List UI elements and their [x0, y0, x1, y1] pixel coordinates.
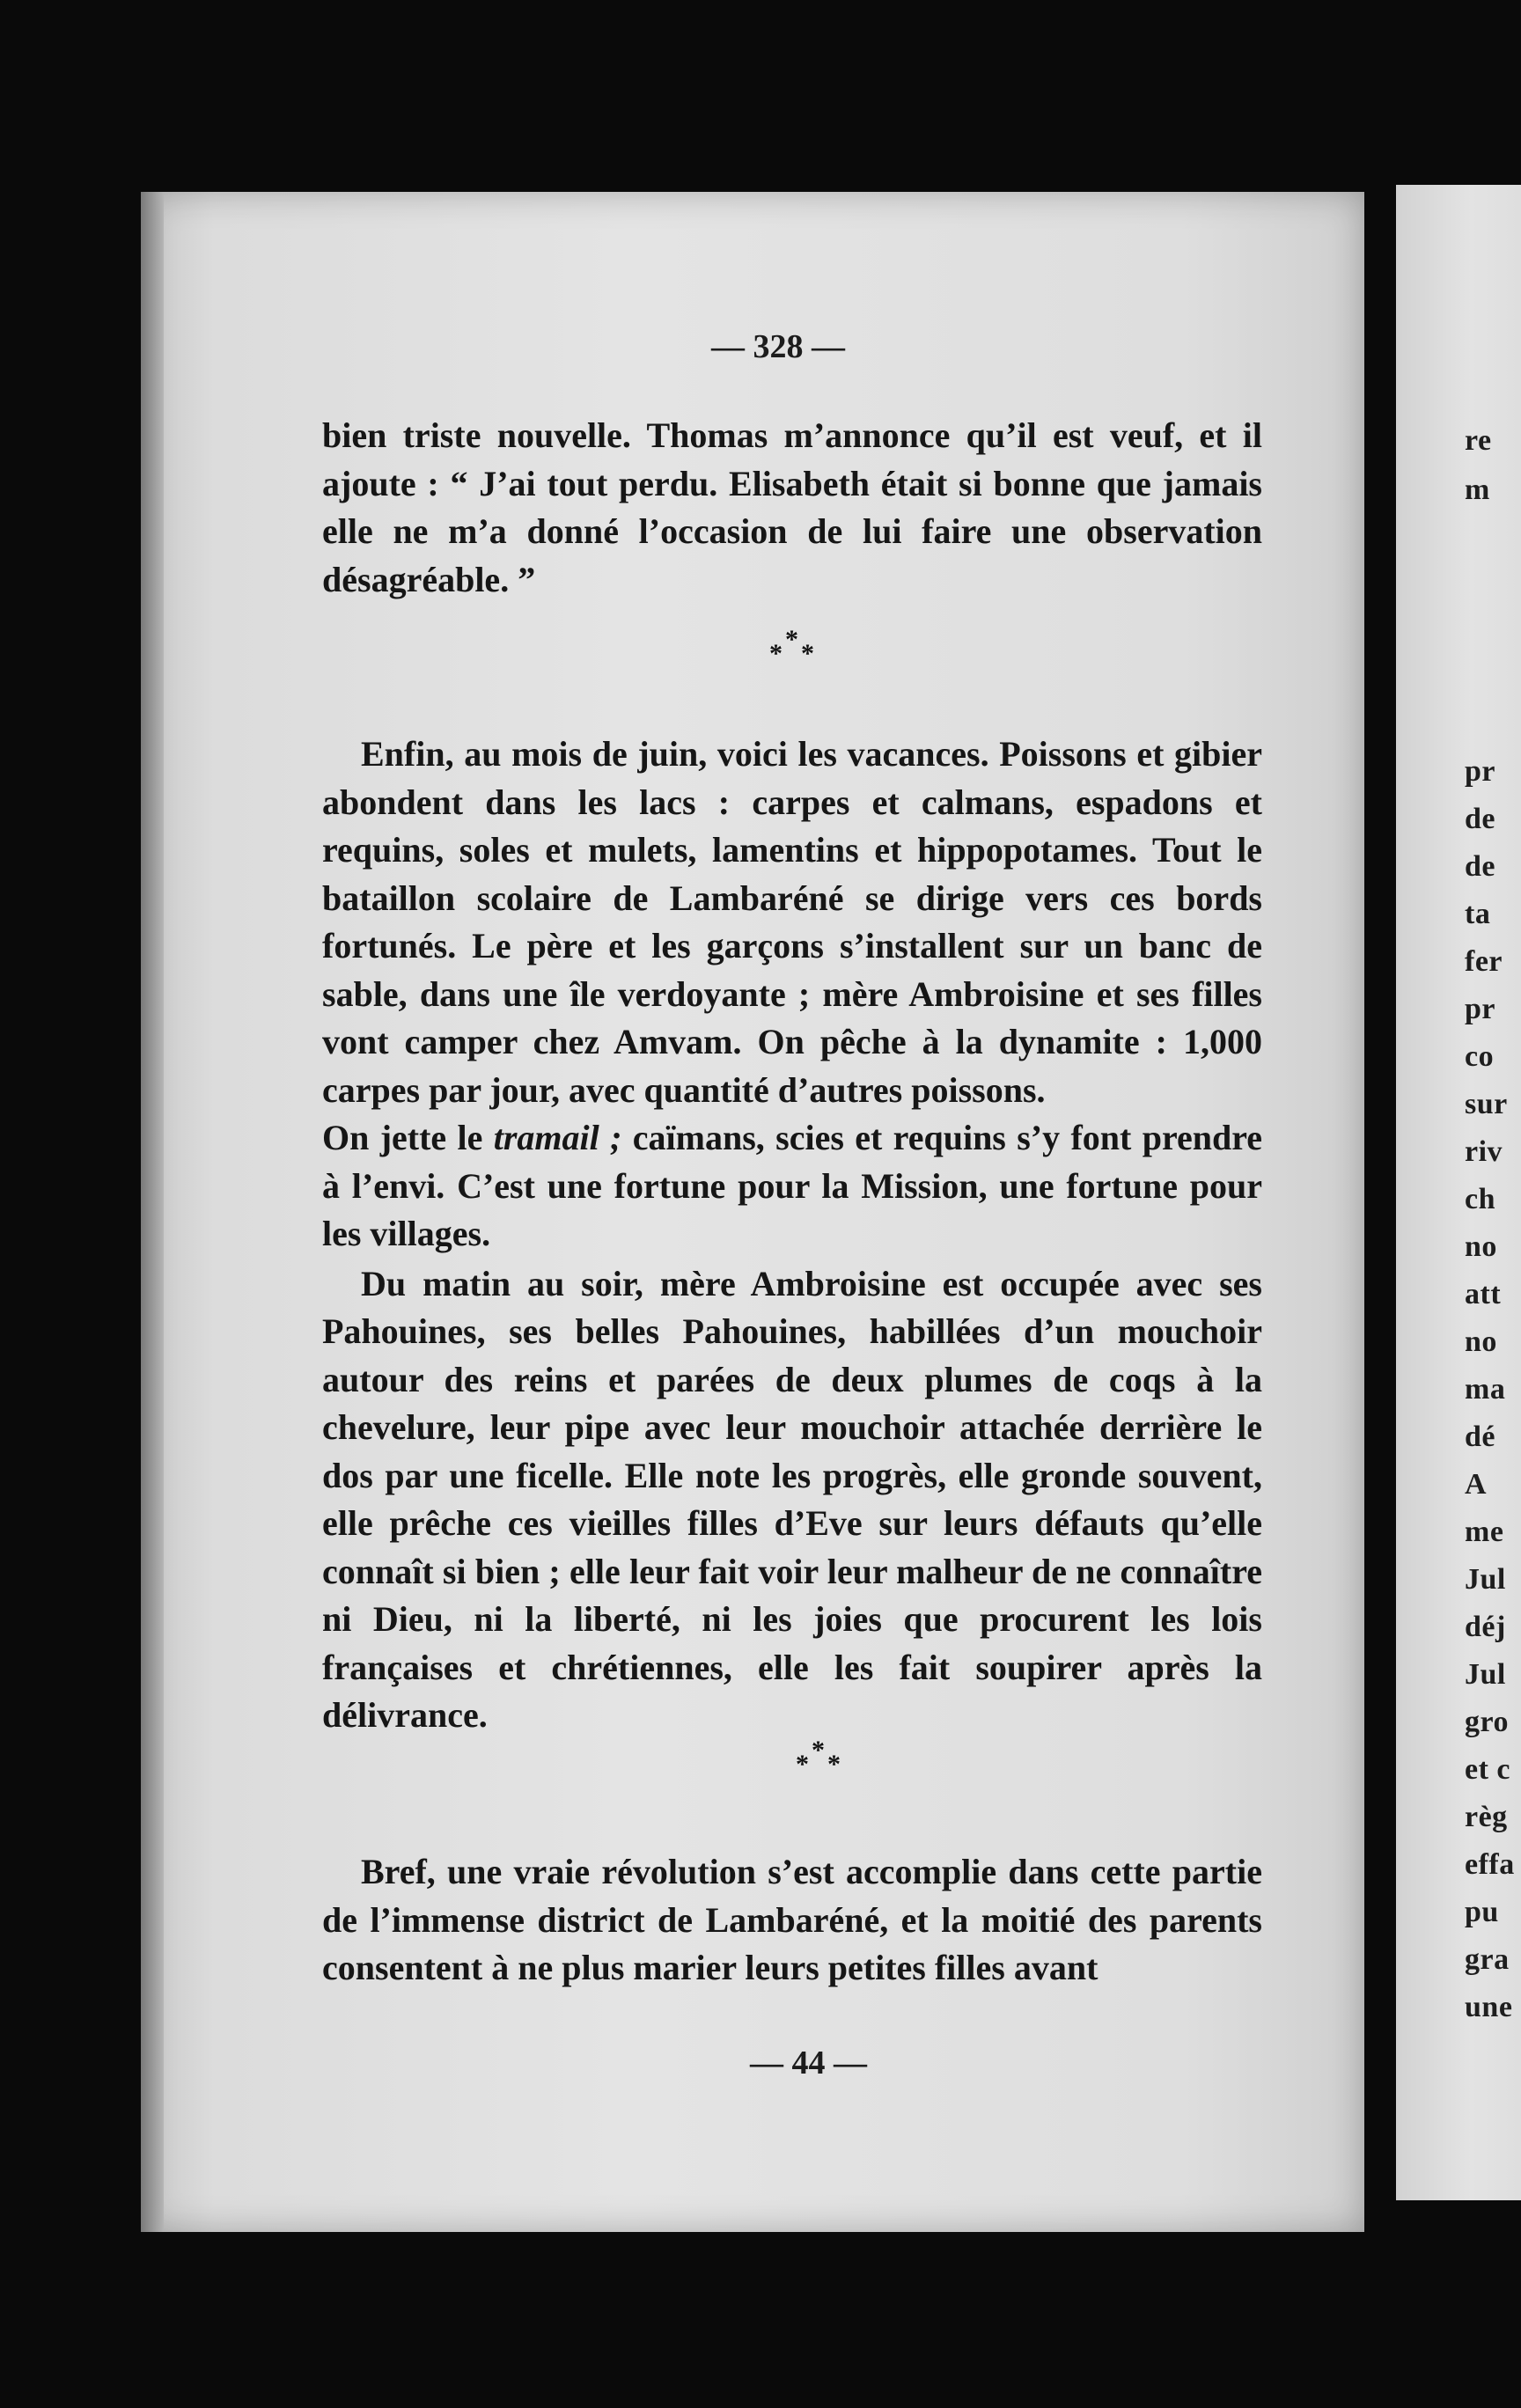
paragraph-continuation: [322, 412, 1262, 604]
adjacent-page-fragment: pu: [1465, 1896, 1499, 1928]
adjacent-page-fragment: une: [1465, 1991, 1513, 2023]
closing-section: [322, 1848, 1262, 1993]
adjacent-page-fragment: et c: [1465, 1753, 1511, 1786]
adjacent-page-fragment: Jul: [1465, 1563, 1506, 1596]
text-run: caïmans, scies et requins s’y font prendre à l’envi. C’est une fortune pour la Mission, une fortune pour les villages.: [322, 1118, 1263, 1253]
adjacent-page-fragment: re: [1465, 424, 1492, 457]
asterism-star: *: [785, 625, 798, 654]
adjacent-page-fragment: no: [1465, 1325, 1497, 1358]
italic-term: tramail ;: [493, 1118, 622, 1157]
adjacent-page-fragment: effa: [1465, 1848, 1515, 1881]
asterism-star: *: [801, 639, 814, 668]
adjacent-page-fragment: att: [1465, 1278, 1502, 1310]
paragraph-text: [322, 1114, 1262, 1259]
adjacent-page-fragment: Jul: [1465, 1658, 1506, 1691]
section-break-asterism: [790, 1736, 861, 1788]
text-run: On jette le: [322, 1118, 494, 1157]
adjacent-page-fragment: dé: [1465, 1421, 1495, 1453]
adjacent-page-fragment: m: [1465, 474, 1490, 506]
asterism-star: *: [769, 639, 783, 668]
adjacent-page-fragment: sur: [1465, 1088, 1508, 1120]
paragraph-text: bien triste nouvelle. Thomas m’annonce qu’il est veuf, et il ajoute : “ J’ai tout perdu. Elisabeth était si bonne que jamais elle ne m’a donné l’occasion de lui faire une observation désagréable. ”: [322, 415, 1262, 599]
paragraph-text: Bref, une vraie révolution s’est accomplie dans cette partie de l’immense district de Lambaréné, et la moitié des parents consentent à ne plus marier leurs petites filles avant: [322, 1852, 1262, 1987]
adjacent-page-fragment: déj: [1465, 1611, 1506, 1643]
adjacent-page-fragment: gra: [1465, 1943, 1510, 1976]
adjacent-page-fragment: ch: [1465, 1183, 1495, 1215]
adjacent-page-fragment: ta: [1465, 898, 1491, 930]
asterism-star: *: [812, 1736, 825, 1765]
adjacent-page-fragment: A: [1465, 1468, 1488, 1501]
adjacent-page-fragment: fer: [1465, 945, 1503, 978]
adjacent-page-fragment: pr: [1465, 755, 1495, 788]
asterism-star: *: [827, 1750, 841, 1779]
adjacent-page-fragment: gro: [1465, 1706, 1509, 1738]
paragraph-text: Du matin au soir, mère Ambroisine est occupée avec ses Pahouines, ses belles Pahouines, habillées d’un mouchoir autour des reins et parées de deux plumes de coqs à la chevelure, leur pipe avec leur mouchoir attachée derrière le dos par une ficelle. Elle note les progrès, elle gronde souvent, elle prêche ces vieilles filles d’Eve sur leurs défauts qu’elle connaît si bien ; elle leur fait voir leur malheur de ne connaître ni Dieu, ni la liberté, ni les joies que procurent les lois françaises et chrétiennes, elle les fait soupirer après la délivrance.: [322, 1263, 1262, 1735]
section-break-asterism: [764, 625, 834, 678]
adjacent-page-edge: [1396, 185, 1521, 2200]
adjacent-page-fragment: règ: [1465, 1801, 1508, 1833]
adjacent-page-fragment: de: [1465, 850, 1495, 883]
adjacent-page-fragment: de: [1465, 803, 1495, 835]
page-number-bottom: — 44 —: [750, 2045, 867, 2081]
adjacent-page-fragment: co: [1465, 1040, 1495, 1073]
adjacent-page-fragment: me: [1465, 1516, 1504, 1548]
adjacent-page-fragment: ma: [1465, 1373, 1506, 1406]
adjacent-page-fragment: pr: [1465, 993, 1495, 1025]
page-number-top: — 328 —: [711, 328, 845, 365]
adjacent-page-fragment: riv: [1465, 1135, 1503, 1168]
page-gutter: [141, 192, 164, 2232]
adjacent-page-fragment: no: [1465, 1230, 1497, 1263]
asterism-star: *: [796, 1750, 809, 1779]
main-section: [322, 730, 1262, 1740]
paragraph-text: Enfin, au mois de juin, voici les vacances. Poissons et gibier abondent dans les lacs : carpes et calmans, espadons et requins, soles et mulets, lamentins et hippopotames. Tout le bataillon scolaire de Lambaréné se dirige vers ces bords fortunés. Le père et les garçons s’installent sur un banc de sable, dans une île verdoyante ; mère Ambroisine et ses filles vont camper chez Amvam. On pêche à la dynamite : 1,000 carpes par jour, avec quantité d’autres poissons.: [322, 734, 1262, 1110]
